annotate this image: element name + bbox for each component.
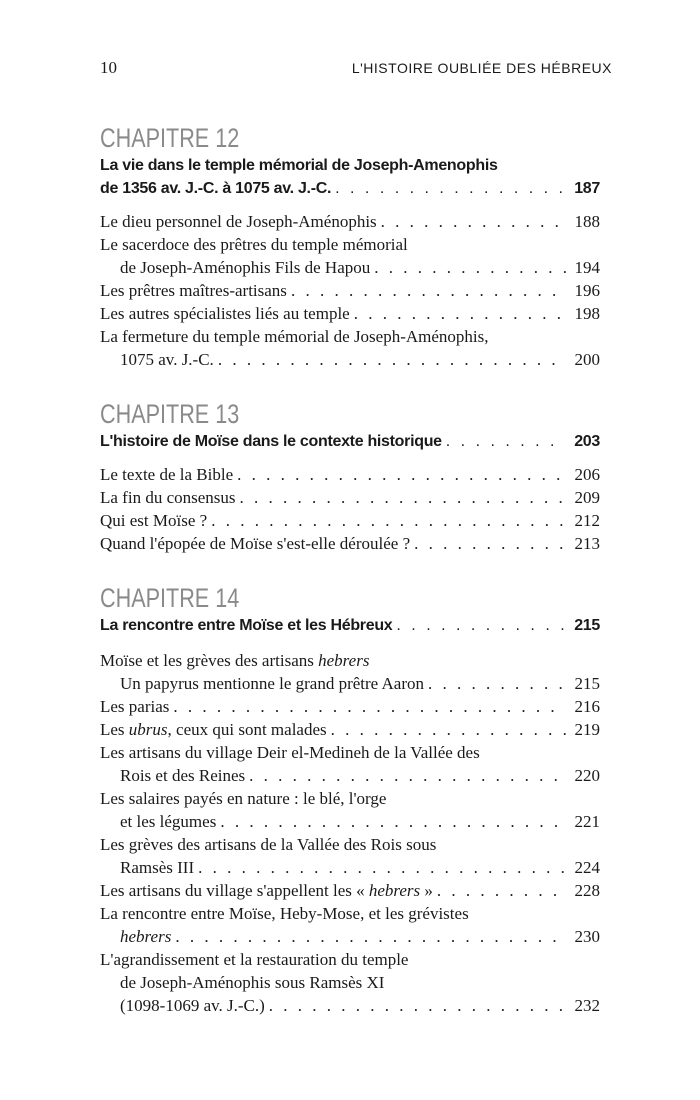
book-title: L'HISTOIRE OUBLIÉE DES HÉBREUX (351, 60, 612, 76)
leader-dots (354, 302, 566, 325)
chapter-label: CHAPITRE 14 (100, 583, 240, 613)
leader-dots (446, 430, 566, 453)
toc-entry[interactable]: Qui est Moïse ? . . . 212 (100, 509, 600, 532)
page-ref: 219 (574, 720, 600, 739)
page-ref: 224 (574, 858, 600, 877)
toc-entry-cont[interactable]: Un papyrus mentionne le grand prêtre Aaron . . . 215 (100, 672, 600, 695)
chapter-14 (100, 582, 600, 1017)
leader-dots (211, 509, 566, 532)
toc-entry[interactable]: Les salaires payés en nature : le blé, l'orge (100, 789, 387, 808)
page-ref: 213 (574, 534, 600, 553)
page-ref: 203 (574, 433, 600, 450)
page-ref: 216 (574, 697, 600, 716)
running-head (100, 58, 612, 78)
page-ref: 221 (574, 812, 600, 831)
toc-entry[interactable]: Moïse et les grèves des artisans hebrers (100, 651, 370, 670)
chapter-title[interactable]: La vie dans le temple mémorial de Joseph-Amenophis (100, 157, 498, 174)
page-ref: 228 (574, 881, 600, 900)
chapter-title-cont[interactable]: de 1356 av. J.-C. à 1075 av. J.-C. . . . 187 (100, 177, 600, 200)
page-ref: 206 (574, 465, 600, 484)
leader-dots (269, 994, 566, 1017)
toc-entry-cont[interactable]: et les légumes . . . 221 (100, 810, 600, 833)
leader-dots (331, 718, 566, 741)
toc-entry-cont[interactable]: de Joseph-Aménophis sous Ramsès XI (120, 973, 385, 992)
leader-dots (198, 856, 566, 879)
page-ref: 232 (574, 996, 600, 1015)
leader-dots (381, 210, 566, 233)
toc-entry[interactable]: L'agrandissement et la restauration du temple (100, 950, 409, 969)
leader-dots (291, 279, 566, 302)
toc-entry[interactable]: Les artisans du village s'appellent les « hebrers » . . . 228 (100, 879, 600, 902)
page-ref: 187 (574, 180, 600, 197)
toc-entry-cont[interactable]: (1098-1069 av. J.-C.) . . . 232 (100, 994, 600, 1017)
toc-entry-cont[interactable]: hebrers . . . 230 (100, 925, 600, 948)
toc-entry[interactable]: La fin du consensus . . . 209 (100, 486, 600, 509)
leader-dots (240, 486, 566, 509)
leader-dots (220, 810, 566, 833)
chapter-label: CHAPITRE 12 (100, 123, 240, 153)
page-ref: 196 (574, 281, 600, 300)
page-ref: 200 (574, 350, 600, 369)
toc-entry[interactable]: Le sacerdoce des prêtres du temple mémorial (100, 235, 408, 254)
page-ref: 215 (574, 674, 600, 693)
leader-dots (414, 532, 566, 555)
leader-dots (249, 764, 566, 787)
toc-entry[interactable]: Le texte de la Bible . . . 206 (100, 463, 600, 486)
toc-entry[interactable]: Les parias . . . 216 (100, 695, 600, 718)
page-number: 10 (100, 58, 117, 77)
toc-entry-cont[interactable]: de Joseph-Aménophis Fils de Hapou . . . 194 (100, 256, 600, 279)
page-ref: 188 (574, 212, 600, 231)
leader-dots (428, 672, 566, 695)
toc-entry[interactable]: La fermeture du temple mémorial de Joseph-Aménophis, (100, 327, 489, 346)
page-ref: 209 (574, 488, 600, 507)
page-ref: 198 (574, 304, 600, 323)
page-ref: 215 (574, 617, 600, 634)
leader-dots (218, 348, 566, 371)
toc-entry-cont[interactable]: 1075 av. J.-C. . . . 200 (100, 348, 600, 371)
toc-entry[interactable]: Quand l'épopée de Moïse s'est-elle déroulée ? . . . 213 (100, 532, 600, 555)
chapter-title[interactable]: L'histoire de Moïse dans le contexte historique . . . 203 (100, 430, 600, 453)
toc-entry[interactable]: Les autres spécialistes liés au temple . . . 198 (100, 302, 600, 325)
page-ref: 212 (574, 511, 600, 530)
leader-dots (237, 463, 566, 486)
toc-entry[interactable]: Les prêtres maîtres-artisans . . . 196 (100, 279, 600, 302)
toc-entry[interactable]: Les artisans du village Deir el-Medineh de la Vallée des (100, 743, 480, 762)
leader-dots (396, 614, 566, 637)
toc-entry[interactable]: Les grèves des artisans de la Vallée des Rois sous (100, 835, 437, 854)
toc-entry[interactable]: Le dieu personnel de Joseph-Aménophis . . . 188 (100, 210, 600, 233)
leader-dots (175, 925, 566, 948)
page-ref: 220 (574, 766, 600, 785)
page-ref: 194 (574, 258, 600, 277)
toc-entry-cont[interactable]: Rois et des Reines . . . 220 (100, 764, 600, 787)
page-ref: 230 (574, 927, 600, 946)
chapter-12 (100, 122, 600, 371)
toc-entry-cont[interactable]: Ramsès III . . . 224 (100, 856, 600, 879)
chapter-title[interactable]: La rencontre entre Moïse et les Hébreux . . . 215 (100, 614, 600, 637)
chapter-label: CHAPITRE 13 (100, 399, 240, 429)
leader-dots (374, 256, 566, 279)
toc-entry[interactable]: La rencontre entre Moïse, Heby-Mose, et les grévistes (100, 904, 469, 923)
leader-dots (437, 879, 566, 902)
leader-dots (173, 695, 566, 718)
leader-dots (335, 177, 566, 200)
toc-entry[interactable]: Les ubrus, ceux qui sont malades . . . 219 (100, 718, 600, 741)
chapter-13 (100, 398, 600, 555)
